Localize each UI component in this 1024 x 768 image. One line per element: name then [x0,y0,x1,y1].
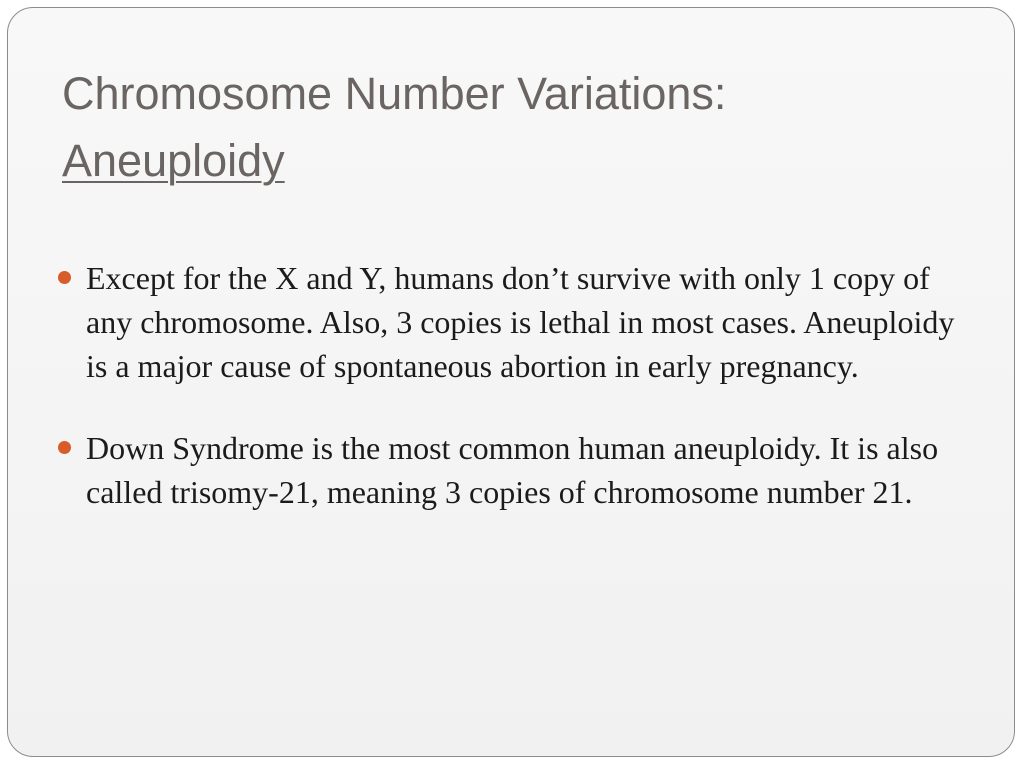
slide-title [62,60,962,194]
slide [7,7,1015,757]
bullet-item [58,426,958,514]
bullet-list [58,256,958,552]
bullet-text: Down Syndrome is the most common human aneuploidy. It is also called trisomy-21, meaning 3 copies of chromosome number 21. [86,430,939,510]
bullet-item [58,256,958,388]
bullet-text: Except for the X and Y, humans don’t survive with only 1 copy of any chromosome. Also, 3 copies is lethal in most cases. Aneuploidy is a major cause of spontaneous abortion in early pregnancy. [86,260,955,384]
title-line-underlined: Aneuploidy [62,135,285,186]
bullet-dot-icon [58,441,71,454]
bullet-dot-icon [58,271,71,284]
title-line-main: Chromosome Number Variations: [62,68,727,119]
